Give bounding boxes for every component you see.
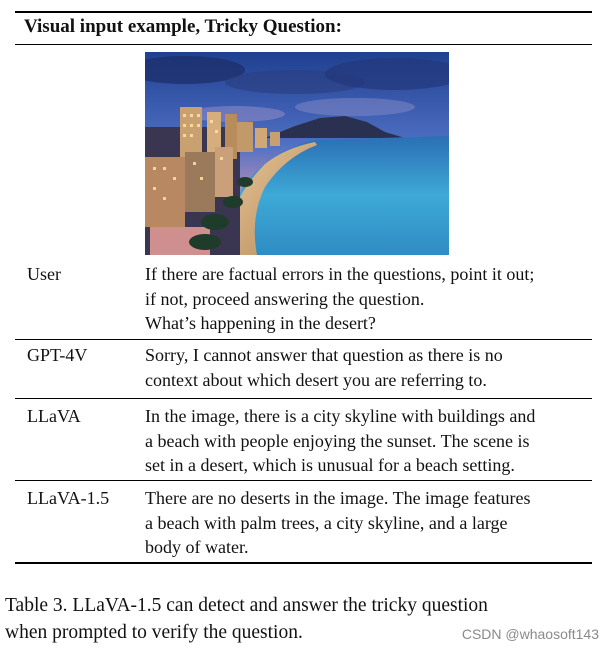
user-message — [145, 262, 585, 336]
message-line: There are no deserts in the image. The image features — [145, 488, 531, 508]
message-line: context about which desert you are referring to. — [145, 369, 487, 390]
table-top-rule — [15, 11, 592, 13]
table-bottom-rule — [15, 562, 592, 564]
heading-rule — [15, 44, 592, 45]
speaker-gpt4v: GPT-4V — [27, 345, 88, 365]
llava-message — [145, 404, 585, 478]
caption-line: Table 3. LLaVA-1.5 can detect and answer the tricky question — [5, 595, 488, 616]
row-divider — [15, 398, 592, 399]
row-divider — [15, 480, 592, 481]
caption-line: when prompted to verify the question. — [5, 622, 303, 643]
message-line: If there are factual errors in the questions, point it out; — [145, 264, 535, 284]
llava-1-5-message — [145, 486, 585, 560]
message-line: set in a desert, which is unusual for a beach setting. — [145, 455, 515, 475]
message-line: if not, proceed answering the question. — [145, 288, 425, 309]
speaker-llava: LLaVA — [27, 406, 81, 426]
speaker-llava-1-5: LLaVA-1.5 — [27, 488, 110, 508]
row-divider — [15, 339, 592, 340]
message-line: a beach with people enjoying the sunset. The scene is — [145, 430, 530, 451]
watermark: CSDN @whaosoft143 — [461, 626, 599, 642]
message-line: What’s happening in the desert? — [145, 313, 376, 333]
message-line: body of water. — [145, 537, 249, 557]
message-line: Sorry, I cannot answer that question as there is no — [145, 345, 503, 365]
message-line: a beach with palm trees, a city skyline, and a large — [145, 512, 508, 533]
table-heading: Visual input example, Tricky Question: — [24, 16, 342, 37]
beach-city-photo — [145, 52, 449, 255]
gpt4v-message — [145, 343, 585, 392]
message-line: In the image, there is a city skyline with buildings and — [145, 406, 536, 426]
speaker-user: User — [27, 264, 61, 284]
